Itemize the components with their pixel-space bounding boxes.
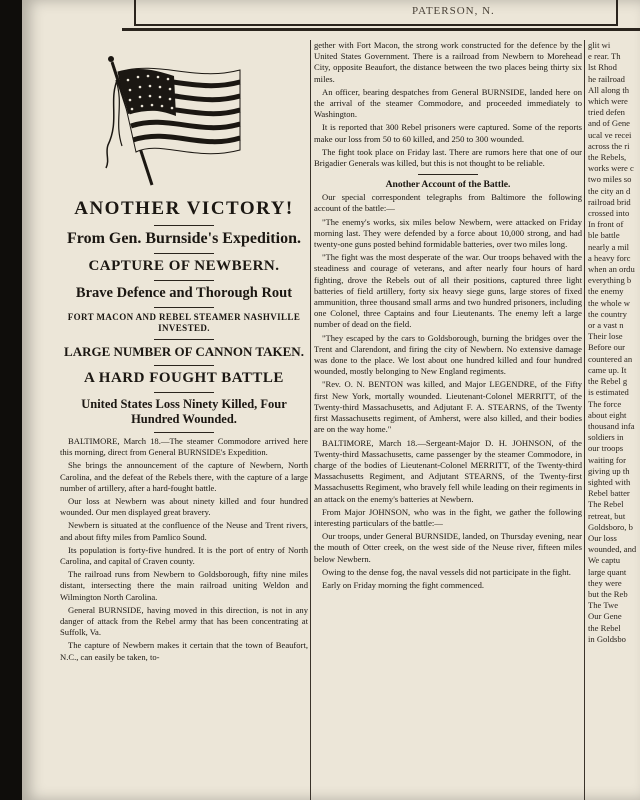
masthead-frame [134, 0, 618, 26]
column-fragment-line: nearly a mil [588, 241, 630, 252]
paragraph: General BURNSIDE, having moved in this direction, is not in any danger of attack from the Rebel army that has been concentrating at Suffolk, Va. [60, 604, 308, 638]
column-fragment-line: the Rebels, [588, 152, 627, 163]
paragraph: The railroad runs from Newbern to Goldsborough, fifty nine miles distant, intersecting there the main railroad uniting Weldon and Wilmington North Carolina. [60, 569, 308, 602]
column-fragment-line: Before our [588, 342, 625, 353]
headline-losses: United States Loss Ninety Killed, Four Hundred Wounded. [81, 397, 287, 426]
column-fragment-line: In front of [588, 219, 624, 230]
column-fragment-line: We captu [588, 555, 620, 566]
article-body [60, 436, 308, 663]
column-fragment-line: the Rebel g [588, 376, 628, 387]
headline-divider [154, 253, 214, 254]
paragraph: She brings the announcement of the capture of Newbern, North Carolina, and the defeat of the Rebels there, with the capture of a large number of artillery, after a hard-fought battle. [60, 460, 308, 493]
paragraph: "The enemy's works, six miles below Newbern, were attacked on Friday morning last. They were defended by a force about 10,000 strong, and had twenty-one guns posted behind formidable batteries, over two miles long. [314, 216, 582, 250]
paragraph: The capture of Newbern makes it certain that the town of Beaufort, N.C., can easily be taken, to- [60, 640, 308, 662]
column-fragment-line: Rebel batter [588, 488, 630, 499]
paragraph: Newbern is situated at the confluence of the Neuse and Trent rivers, and about fifty miles from Pamlico Sound. [60, 520, 308, 542]
article-body [314, 192, 582, 591]
headline-battle: A HARD FOUGHT BATTLE [84, 370, 284, 386]
column-fragment-line: soldiers in [588, 432, 624, 443]
column-fragment-line: the Rebel [588, 622, 621, 633]
headline-capture: CAPTURE OF NEWBERN. [88, 258, 280, 274]
headline-defence: Brave Defence and Thorough Rout [75, 285, 293, 301]
column-fragment-line: he railroad [588, 73, 625, 84]
paragraph: BALTIMORE, March 18.—Sergeant-Major D. H. JOHNSON, of the Twenty-third Massachusetts, came passenger by the steamer Commodore, in charge of the bodies of Lieutenant-Colonel MERRITT, of the Twenty-third Massachusetts Regiment, and Adjutant STEARNS, of the Twenty-first Massachusetts Regiment, who bravely fell while leading on their regiments in an attack on the enemy's batteries at Newbern. [314, 437, 582, 504]
headline-divider [154, 307, 214, 308]
column-fragment-line: railroad brid [588, 196, 631, 207]
paragraph: An officer, bearing despatches from General BURNSIDE, landed here on the arrival of the steamer Commodore, and proceeded immediately to Washington. [314, 86, 582, 120]
column-fragment-line: but the Reb [588, 588, 628, 599]
column-fragment-line: the country [588, 308, 627, 319]
american-flag-icon [100, 50, 250, 190]
column-fragment-line: is estimated [588, 387, 629, 398]
column-fragment-line: our troops [588, 443, 624, 454]
column-fragment-line: two miles so [588, 174, 632, 185]
column-fragment-line: came up. It [588, 364, 627, 375]
column-fragment-line: about eight [588, 409, 627, 420]
column-fragment-line: the city an d [588, 185, 631, 196]
column-fragment-line: the enemy [588, 286, 624, 297]
column-fragment-line: Their lose [588, 331, 623, 342]
right-column-partial [588, 40, 640, 645]
column-fragment-line: All along th [588, 84, 630, 95]
column-fragment-line: countered an [588, 353, 633, 364]
column-fragment-line: the whole w [588, 297, 631, 308]
subheading-another-account: Another Account of the Battle. [385, 179, 511, 191]
middle-column [314, 40, 582, 593]
paragraph: Our special correspondent telegraphs from Baltimore the following account of the battle:— [314, 192, 582, 214]
column-fragment-line: large quant [588, 566, 627, 577]
column-fragment-line: retreat, but [588, 510, 626, 521]
section-divider [418, 174, 478, 175]
column-fragment-line: a heavy forc [588, 252, 631, 263]
headline-divider [154, 392, 214, 393]
column-fragment-line: glit wi [588, 40, 611, 50]
column-fragment-line: The Twe [588, 600, 619, 611]
paragraph: Owing to the dense fog, the naval vessels did not participate in the fight. [322, 566, 571, 577]
column-fragment-line: The Rebel [588, 499, 624, 510]
paragraph: "They escaped by the cars to Goldsborough, burning the bridges over the Trent and Clarendont, and firing the city of Newbern. No extensive damage was done to the place. We lost about one hundred killed and four hundred wounded, mostly belonging to New England regiments. [314, 332, 582, 377]
newspaper-page [22, 0, 640, 800]
column-fragment-line: everything b [588, 275, 632, 286]
column-fragment-line: when an ordu [588, 264, 635, 275]
headline-divider [154, 225, 214, 226]
headline-cannon: LARGE NUMBER OF CANNON TAKEN. [64, 344, 304, 359]
headline-burnside: From Gen. Burnside's Expedition. [67, 230, 301, 247]
headline-divider [154, 339, 214, 340]
paragraph: Early on Friday morning the fight commenced. [322, 579, 485, 590]
headline-divider [154, 280, 214, 281]
column-fragment-line: which were [588, 96, 628, 107]
column-fragment-line: wounded, and [588, 544, 637, 555]
article-body [314, 40, 582, 169]
column-rule [310, 40, 311, 800]
column-fragment-line: sighted with [588, 476, 631, 487]
column-fragment-line: Goldsboro, b [588, 521, 633, 532]
masthead-caption: PATERSON, N. [412, 5, 495, 17]
column-fragment-line: in Goldsbo [588, 633, 626, 644]
column-fragment-line: and of Gene [588, 118, 630, 129]
column-fragment-line: or a vast n [588, 320, 624, 331]
column-fragment-line: giving up th [588, 465, 630, 476]
column-fragment-line: lst Rhod [588, 62, 617, 73]
column-fragment-line: Our loss [588, 532, 617, 543]
column-fragment-line: Our Gene [588, 611, 622, 622]
left-column [60, 40, 308, 665]
column-fragment-line: works were c [588, 163, 634, 174]
column-fragment-line: across the ri [588, 140, 630, 151]
headline-divider [154, 365, 214, 366]
column-fragment-line: The force [588, 398, 622, 409]
column-fragment-line: tried defen [588, 107, 625, 118]
column-fragment-line: crossed into [588, 208, 630, 219]
headline-victory: ANOTHER VICTORY! [74, 198, 294, 219]
headline-fort-macon: FORT MACON AND REBEL STEAMER NASHVILLE INVESTED. [67, 312, 301, 333]
paragraph: gether with Fort Macon, the strong work constructed for the defence by the United States Government. There is a railroad from Newbern to Morehead City, opposite Beaufort, the distance between the two places being thirty six miles. [314, 40, 582, 84]
paragraph: It is reported that 300 Rebel prisoners were captured. Some of the reports make our loss from 50 to 60 killed, and 250 to 300 wounded. [314, 122, 582, 144]
headline-divider [154, 432, 214, 433]
column-fragment-line: ucal ve recei [588, 129, 632, 140]
paragraph: The fight took place on Friday last. There are rumors here that one of our Brigadier Generals was killed, but this is not thought to be reliable. [314, 146, 582, 169]
paragraph: BALTIMORE, March 18.—The steamer Commodore arrived here this morning, direct from General BURNSIDE's Expedition. [60, 436, 308, 458]
column-fragment-line: they were [588, 577, 622, 588]
column-rule [584, 40, 585, 800]
column-fragment-line: ble battle [588, 230, 620, 241]
binding-edge [0, 0, 22, 800]
paragraph: Our loss at Newbern was about ninety killed and four hundred wounded. Our men displayed great bravery. [60, 496, 308, 518]
paragraph: From Major JOHNSON, who was in the fight, we gather the following interesting particulars of the battle:— [314, 506, 582, 528]
paragraph: "The fight was the most desperate of the war. Our troops behaved with the steadiness and courage of veterans, and after nearly four hours of hard fighting, drove the Rebels out of all their positions, captured three light batteries of field artillery, forty six heavy siege guns, large stores of fixed ammunition, three thousand small arms and two hundred prisoners, including one Colonel, three Captains and four Lieutenants. The enemy left a large number of dead on the field. [314, 252, 582, 330]
paragraph: Our troops, under General BURNSIDE, landed, on Thursday evening, near the mouth of Otter creek, on the west side of the Neuse river, fifteen miles below Newbern. [314, 531, 582, 564]
masthead-border [122, 0, 640, 31]
column-fragment-line: e rear. Th [588, 51, 621, 62]
paragraph: "Rev. O. N. BENTON was killed, and Major LEGENDRE, of the Fifty first New York, mortally wounded. Lieutenant-Colonel MERRITT, of the Twenty-third Massachusetts, and Adjutant F. A. STEARNS, of the Twenty first Massachusetts regiment, of Amherst, were also killed, and their bodies are on the way home." [314, 379, 582, 435]
column-fragment-line: thousand infa [588, 420, 635, 431]
paragraph: Its population is forty-five hundred. It is the port of entry of North Carolina, and capital of Craven county. [60, 544, 308, 567]
column-fragment-line: waiting for [588, 454, 626, 465]
